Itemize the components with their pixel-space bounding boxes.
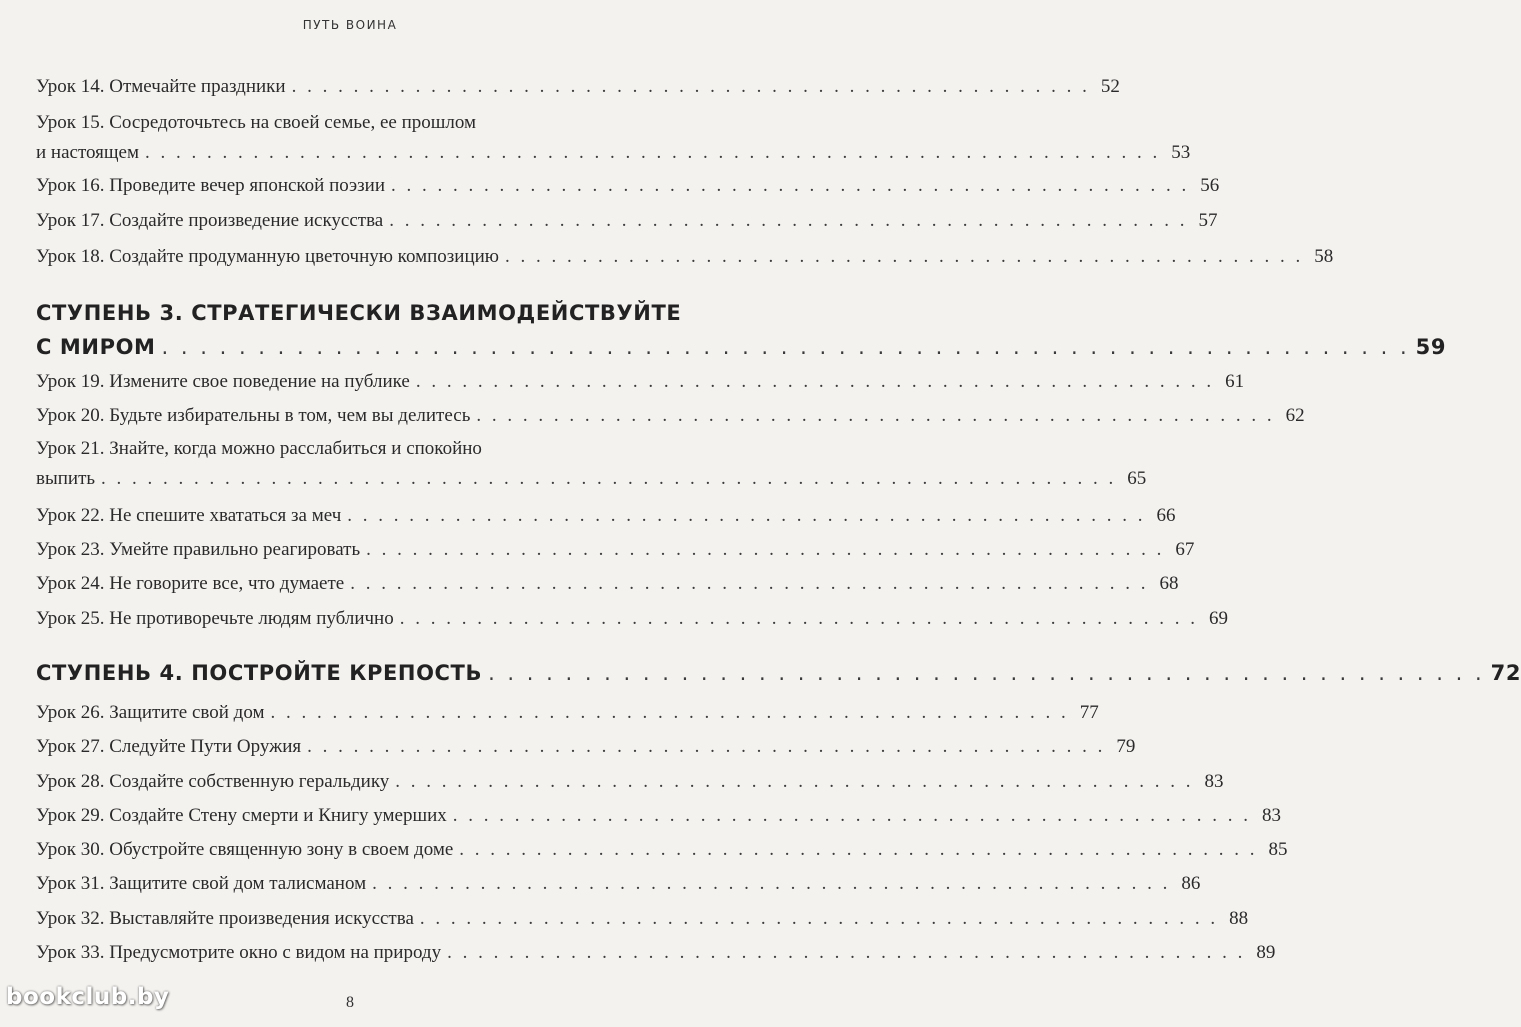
leader-dots: . . . . . . . . . . . . . . . . . . . . . . . . . . . . . . . . . . . . . . . . . . . . . . . . . . . .	[399, 608, 1198, 629]
toc-stage-page: 59	[1415, 335, 1447, 359]
toc-entry-page: 89	[1256, 942, 1276, 963]
leader-dots: . . . . . . . . . . . . . . . . . . . . . . . . . . . . . . . . . . . . . . . . . . . . . . . . . . . .	[395, 771, 1194, 792]
toc-entry-page: 67	[1175, 539, 1195, 560]
toc-entry	[36, 732, 1136, 762]
running-head: ПУТЬ ВОИНА	[302, 18, 398, 32]
toc-entry	[36, 401, 1305, 431]
toc-entry-page: 83	[1262, 805, 1282, 826]
page-number: 8	[346, 994, 354, 1011]
toc-entry-title: Урок 22. Не спешите хвататься за меч	[36, 505, 342, 526]
toc-entry-title: Урок 27. Следуйте Пути Оружия	[36, 736, 302, 757]
toc-entry	[36, 535, 1195, 565]
toc-entry	[36, 698, 1099, 728]
leader-dots: . . . . . . . . . . . . . . . . . . . . . . . . . . . . . . . . . . . . . . . . . . . . . . . . . . . .	[372, 873, 1171, 894]
leader-dots: . . . . . . . . . . . . . . . . . . . . . . . . . . . . . . . . . . . . . . . . . . . . . . . . . . . .	[447, 942, 1246, 963]
toc-entry	[36, 801, 1282, 831]
toc-entry	[36, 367, 1245, 397]
toc-entry-page: 58	[1314, 246, 1334, 267]
toc-stage-heading	[36, 656, 1521, 690]
toc-entry	[36, 434, 1147, 494]
toc-entry-title: Урок 32. Выставляйте произведения искусства	[36, 908, 414, 929]
leader-dots: . . . . . . . . . . . . . . . . . . . . . . . . . . . . . . . . . . . . . . . . . . . . . . . . . . . .	[291, 76, 1090, 97]
toc-stage-page: 72	[1490, 661, 1521, 685]
toc-entry-page: 61	[1225, 371, 1245, 392]
toc-entry-title: Урок 30. Обустройте священную зону в своем доме	[36, 839, 454, 860]
toc-entry	[36, 242, 1334, 272]
toc-entry-title: Урок 20. Будьте избирательны в том, чем вы делитесь	[36, 405, 471, 426]
toc-entry	[36, 904, 1249, 934]
bookclub-watermark: bookclub.by	[6, 984, 170, 1010]
leader-dots: . . . . . . . . . . . . . . . . . . . . . . . . . . . . . . . . . . . . . . . . . . . . . . . . . . . . . . . . . . . . . . . . . .	[101, 468, 1117, 489]
toc-entry-title: Урок 31. Защитите свой дом талисманом	[36, 873, 367, 894]
toc-entry	[36, 835, 1288, 865]
toc-entry-title-line1: Урок 15. Сосредоточьтесь на своей семье, ее прошлом	[36, 112, 477, 133]
toc-entry-title: Урок 18. Создайте продуманную цветочную композицию	[36, 246, 499, 267]
leader-dots: . . . . . . . . . . . . . . . . . . . . . . . . . . . . . . . . . . . . . . . . . . . . . . . . . . . .	[389, 210, 1188, 231]
leader-dots: . . . . . . . . . . . . . . . . . . . . . . . . . . . . . . . . . . . . . . . . . . . . . . . . . . . .	[419, 908, 1219, 929]
toc-entry-title: Урок 33. Предусмотрите окно с видом на природу	[36, 942, 442, 963]
toc-entry-title: Урок 23. Умейте правильно реагировать	[36, 539, 361, 560]
toc-entry-page: 57	[1198, 210, 1218, 231]
toc-entry	[36, 767, 1224, 797]
toc-entry-page: 83	[1204, 771, 1224, 792]
leader-dots: . . . . . . . . . . . . . . . . . . . . . . . . . . . . . . . . . . . . . . . . . . . . . . . . . . . . . . . . . . . . . . . . .	[161, 335, 1410, 359]
leader-dots: . . . . . . . . . . . . . . . . . . . . . . . . . . . . . . . . . . . . . . . . . . . . . . . . . . . .	[270, 702, 1069, 723]
toc-entry-title-line1: Урок 21. Знайте, когда можно расслабиться и спокойно	[36, 438, 482, 459]
toc-entry	[36, 72, 1120, 102]
toc-entry-page: 68	[1159, 573, 1179, 594]
toc-stage-title-line1: СТУПЕНЬ 3. СТРАТЕГИЧЕСКИ ВЗАИМОДЕЙСТВУЙТЕ	[36, 301, 682, 325]
toc-entry	[36, 569, 1179, 599]
leader-dots: . . . . . . . . . . . . . . . . . . . . . . . . . . . . . . . . . . . . . . . . . . . . . . . . . . . .	[347, 505, 1146, 526]
toc-entry	[36, 108, 1191, 168]
toc-entry-title: Урок 16. Проведите вечер японской поэзии	[36, 175, 385, 196]
leader-dots: . . . . . . . . . . . . . . . . . . . . . . . . . . . . . . . . . . . . . . . . . . . . . . . . . . . .	[452, 805, 1252, 826]
toc-entry-page: 52	[1100, 76, 1120, 97]
leader-dots: . . . . . . . . . . . . . . . . . . . . . . . . . . . . . . . . . . . . . . . . . . . . . . . . . . . .	[415, 371, 1215, 392]
toc-entry-title: Урок 24. Не говорите все, что думаете	[36, 573, 345, 594]
leader-dots: . . . . . . . . . . . . . . . . . . . . . . . . . . . . . . . . . . . . . . . . . . . . . . . . . . . .	[505, 246, 1304, 267]
toc-entry-title: Урок 25. Не противоречьте людям публично	[36, 608, 394, 629]
leader-dots: . . . . . . . . . . . . . . . . . . . . . . . . . . . . . . . . . . . . . . . . . . . . . . . . . . . . . . . . . . . . . . . . . .	[144, 142, 1161, 163]
toc-entry-page: 79	[1116, 736, 1136, 757]
toc-entry-page: 85	[1268, 839, 1288, 860]
toc-entry-title: и настоящем	[36, 142, 139, 163]
toc-entry-title: Урок 17. Создайте произведение искусства	[36, 210, 384, 231]
toc-entry-page: 88	[1229, 908, 1249, 929]
leader-dots: . . . . . . . . . . . . . . . . . . . . . . . . . . . . . . . . . . . . . . . . . . . . . . . . . . . .	[459, 839, 1258, 860]
leader-dots: . . . . . . . . . . . . . . . . . . . . . . . . . . . . . . . . . . . . . . . . . . . . . . . . . . . .	[476, 405, 1275, 426]
leader-dots: . . . . . . . . . . . . . . . . . . . . . . . . . . . . . . . . . . . . . . . . . . . . . . . . . . . .	[307, 736, 1106, 757]
toc-entry-title: Урок 14. Отмечайте праздники	[36, 76, 286, 97]
leader-dots: . . . . . . . . . . . . . . . . . . . . . . . . . . . . . . . . . . . . . . . . . . . . . . . . . . . .	[350, 573, 1149, 594]
toc-entry	[36, 938, 1276, 968]
toc-entry	[36, 501, 1176, 531]
toc-entry-page: 77	[1079, 702, 1099, 723]
toc-entry-title: Урок 28. Создайте собственную геральдику	[36, 771, 390, 792]
toc-entry	[36, 869, 1201, 899]
toc-stage-title: С МИРОМ	[36, 335, 156, 359]
leader-dots: . . . . . . . . . . . . . . . . . . . . . . . . . . . . . . . . . . . . . . . . . . . . . . . . . . . .	[488, 661, 1485, 685]
leader-dots: . . . . . . . . . . . . . . . . . . . . . . . . . . . . . . . . . . . . . . . . . . . . . . . . . . . .	[391, 175, 1190, 196]
toc-entry-title: выпить	[36, 468, 96, 489]
leader-dots: . . . . . . . . . . . . . . . . . . . . . . . . . . . . . . . . . . . . . . . . . . . . . . . . . . . .	[366, 539, 1165, 560]
toc-entry	[36, 171, 1220, 201]
toc-entry-title: Урок 29. Создайте Стену смерти и Книгу умерших	[36, 805, 447, 826]
toc-entry-title: Урок 19. Измените свое поведение на публике	[36, 371, 410, 392]
toc-entry-page: 66	[1156, 505, 1176, 526]
toc-entry-page: 62	[1285, 405, 1305, 426]
toc-stage-heading	[36, 296, 1447, 364]
toc-entry-page: 53	[1171, 142, 1191, 163]
toc-entry-page: 69	[1208, 608, 1228, 629]
toc-entry	[36, 206, 1218, 236]
toc-entry-page: 56	[1200, 175, 1220, 196]
toc-stage-title: СТУПЕНЬ 4. ПОСТРОЙТЕ КРЕПОСТЬ	[36, 661, 483, 685]
toc-entry-page: 65	[1127, 468, 1147, 489]
toc-entry-page: 86	[1181, 873, 1201, 894]
toc-entry	[36, 604, 1228, 634]
toc-entry-title: Урок 26. Защитите свой дом	[36, 702, 265, 723]
